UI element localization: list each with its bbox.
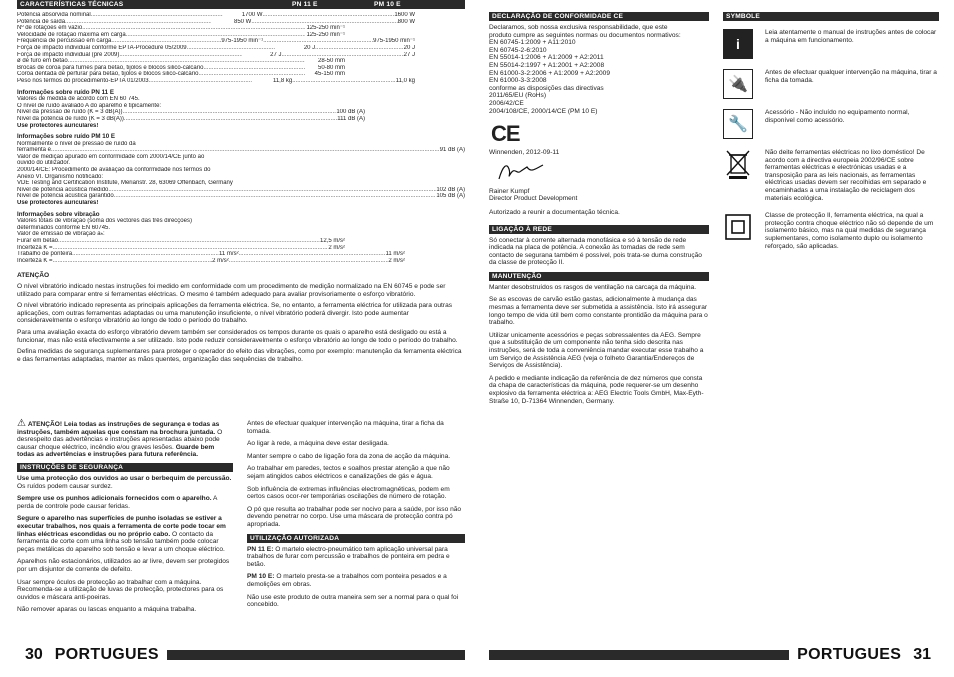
spec-row bbox=[17, 52, 465, 59]
spec-value-2 bbox=[415, 65, 465, 72]
warning-triangle-icon: ⚠ bbox=[17, 418, 26, 429]
leader bbox=[72, 251, 219, 258]
vib-row bbox=[17, 258, 465, 265]
maint-para: Se as escovas de carvão estão gastas, adicionalmente à mudança das mesmas a ferramenta deve ser submetida a assistência. Isto irá assegurar longo tempo de vida útil bem como constante prontidão da máquina para o trabalho. bbox=[489, 296, 708, 327]
spec-value-2: 800 W bbox=[397, 18, 415, 25]
noise2-line: Normalmente o nível de pressão de ruído da bbox=[17, 140, 136, 147]
decl-line: EN 61000-3-2:2006 + A1:2009 + A2:2009 bbox=[489, 69, 610, 77]
ce-mark: CE bbox=[491, 121, 520, 147]
row-value-1: 11 m/s² bbox=[219, 251, 239, 258]
row-value-1: 2 m/s² bbox=[212, 257, 229, 264]
decl-line: 2006/42/CE bbox=[489, 99, 524, 107]
spec-value-1: 125-250 min⁻¹ bbox=[306, 31, 345, 38]
symbol-text: Acessório - Não incluído no equipamento normal, disponível como acessório. bbox=[765, 109, 910, 124]
use-header: UTILIZAÇÃO AUTORIZADA bbox=[247, 534, 465, 543]
spec-value-2 bbox=[415, 71, 465, 78]
noise-row bbox=[17, 116, 465, 123]
safety-para: O pó que resulta ao trabalhar pode ser nocivo para a saúde, por isso não devendo penetrar no corpo. Use uma máscara de protecção contra pó apropriada. bbox=[247, 505, 462, 528]
spec-value-2: 27 J bbox=[403, 51, 415, 58]
leader bbox=[149, 78, 253, 85]
accessory-icon: 🔧 bbox=[723, 109, 753, 139]
spec-row bbox=[17, 45, 465, 52]
spec-label: ø de furo em betão bbox=[17, 58, 68, 65]
spec-value-2 bbox=[415, 58, 465, 65]
atencao-para: O nível vibratório indicado representa as principais aplicações da ferramenta eléctrica. Se, no entanto, a ferramenta eléctrica for utilizada para outras aplicações, com outras ferramentas adaptadas ou uma manutenção insuficiente, o nível vibratório poderá divergir. Isto pode aumentar consideravelmente o esforço vibratório ao longo de todo o período do trabalho. bbox=[17, 302, 453, 325]
decl-header: DECLARAÇÃO DE CONFORMIDADE CE bbox=[489, 12, 709, 21]
safety-para: Antes de efectuar qualquer intervenção na máquina, tirar a ficha da tomada. bbox=[247, 420, 444, 435]
spec-value-1: 28-50 mm bbox=[317, 58, 345, 65]
leader bbox=[292, 78, 396, 85]
footer-bar bbox=[489, 650, 789, 660]
unplug-icon: 🔌 bbox=[723, 69, 753, 99]
vib-title: Informações sobre vibração bbox=[17, 210, 100, 218]
symbol-row bbox=[723, 212, 939, 250]
noise2-protect: Use protectores auriculares! bbox=[17, 200, 99, 207]
noise-title: Informações sobre ruído PN 11 E bbox=[17, 88, 114, 96]
item-text: A perda de controle pode causar feridas. bbox=[17, 495, 218, 510]
noise2-row bbox=[17, 187, 465, 194]
spec-value-1: 27 J bbox=[270, 51, 282, 58]
vib-line: determinados conforme EN 60745. bbox=[17, 224, 111, 231]
safety-item bbox=[17, 579, 233, 602]
vib-line: Valores totais de vibração (soma dos vectores das três direcções) bbox=[17, 218, 192, 225]
symbol-row bbox=[723, 29, 939, 59]
leader bbox=[263, 38, 373, 45]
leader bbox=[187, 45, 276, 52]
spacer bbox=[345, 25, 415, 32]
item-text: O martelo presta-se a trabalhos com ponteira pesados e a demolições em obras. bbox=[247, 573, 447, 588]
decl-line: conforme as disposições das directivas bbox=[489, 84, 604, 92]
noise2-row bbox=[17, 193, 465, 200]
symbol-row bbox=[723, 109, 939, 139]
noise2-line: VDE Testing and Certification Institute, Merianstr. 28, 63069 Offenbach, Germany bbox=[17, 180, 233, 187]
spec-label: Força de impacto individual (pre 2009) bbox=[17, 51, 120, 58]
left-page bbox=[17, 0, 465, 677]
leader bbox=[282, 52, 404, 59]
spec-value-1: 850 W bbox=[234, 18, 252, 25]
decl-line: EN 55014-2:1997 + A1:2001 + A2:2008 bbox=[489, 61, 605, 69]
symbol-row bbox=[723, 69, 939, 99]
page-number: 30 bbox=[25, 646, 43, 663]
leader bbox=[124, 116, 337, 123]
leader bbox=[82, 25, 305, 32]
footer-bar bbox=[167, 650, 465, 660]
noise2-line: ouvido do utilizador. bbox=[17, 160, 71, 167]
symbol-text: Não deite ferramentas eléctricas no lixo doméstico! De acordo com a directiva europeia 2002/96/CE sobre ferramentas eléctricas e electrónicas usadas e a transposição para as leis nacionais, as ferramentas eléctricas usadas devem ser recolhidas em separado e encaminhadas a uma instalação de reciclagem dos materiais ecológica. bbox=[765, 149, 927, 202]
row-label: Nível da potência de ruído (K = 3 dB(A)) bbox=[17, 115, 124, 122]
row-value: 111 dB (A) bbox=[337, 115, 365, 122]
leader bbox=[53, 258, 213, 265]
noise2-line: Anexo VI. Organismo notificado: bbox=[17, 173, 104, 180]
noise2-line: Valor de medição apurado em conformidade com 2000/14/CE junto ao bbox=[17, 153, 205, 160]
row-label: Incerteza K = bbox=[17, 257, 53, 264]
spec-row bbox=[17, 65, 465, 72]
left-col-lower bbox=[17, 420, 233, 619]
read-manual-icon: i bbox=[723, 29, 753, 59]
safety-item bbox=[17, 475, 233, 490]
row-label: Nível de potência acústica garantido bbox=[17, 193, 114, 200]
noise-row bbox=[17, 109, 465, 116]
signature-icon bbox=[497, 161, 547, 183]
right-col-a bbox=[489, 12, 709, 410]
language-label: PORTUGUES bbox=[54, 646, 159, 663]
decl-line: 2011/65/EU (RoHs) bbox=[489, 92, 547, 100]
item-text: Os ruídos podem causar surdez. bbox=[17, 482, 113, 490]
maint-para: Manter desobstruídos os rasgos de ventilação na carcaça da máquina. bbox=[489, 283, 697, 291]
vib-row bbox=[17, 251, 465, 258]
leader bbox=[91, 12, 223, 19]
leader bbox=[53, 245, 329, 252]
leader bbox=[229, 258, 389, 265]
row-value: 102 dB (A) bbox=[436, 186, 465, 193]
leader bbox=[114, 193, 437, 200]
use-item bbox=[247, 546, 465, 569]
decl-line: 2004/108/CE, 2000/14/CE (PM 10 E) bbox=[489, 107, 598, 115]
leader bbox=[126, 32, 305, 39]
signer-title: Director Product Development bbox=[489, 195, 578, 203]
decl-line: produto cumpre as seguintes normas ou documentos normativos: bbox=[489, 31, 681, 39]
spec-row bbox=[17, 38, 465, 45]
use-item bbox=[247, 594, 465, 609]
spec-label: Potência absorvida nominal bbox=[17, 12, 91, 18]
leader bbox=[65, 19, 211, 26]
signer-name: Rainer Kumpf bbox=[489, 187, 530, 195]
spec-row bbox=[17, 58, 465, 65]
spacer bbox=[345, 65, 415, 72]
safety-para: Ao ligar à rede, a máquina deve estar desligada. bbox=[247, 440, 389, 448]
item-text: Aparelhos não estacionários, utilizados ao ar livre, devem ser protegidos por um disjuntor de corrente de defeito. bbox=[17, 558, 230, 573]
tech-header: CARACTERÍSTICAS TÉCNICAS PN 11 E PM 10 E bbox=[17, 0, 465, 9]
spec-row bbox=[17, 19, 465, 26]
spec-value-2: 20 J bbox=[403, 44, 415, 51]
safety-para: Manter sempre o cabo de ligação fora da zona de acção da máquina. bbox=[247, 452, 451, 460]
spec-value-1: 45-150 mm bbox=[314, 71, 345, 78]
decl-line: EN 55014-1:2006 + A1:2009 + A2:2011 bbox=[489, 54, 604, 62]
spec-row bbox=[17, 71, 465, 78]
connect-text: Só conectar à corrente alternada monofásica e só à tensão de rede indicada na placa de potência. A conexão às tomadas de rede sem contacto de segurana também é possível, pois trata-se duma construção da classe de protecção II. bbox=[489, 236, 702, 267]
row-value-1: 2 m/s² bbox=[328, 244, 345, 251]
noise-protect: Use protectores auriculares! bbox=[17, 122, 99, 129]
noise-line: O nível de ruído avaliado A do aparelho é tipicamente: bbox=[17, 102, 162, 109]
leader bbox=[119, 52, 241, 59]
row-label: Trabalho de ponteira bbox=[17, 251, 73, 258]
item-bold: PM 10 E: bbox=[247, 573, 275, 581]
row-label: Incerteza K = bbox=[17, 244, 53, 251]
leader bbox=[123, 109, 337, 116]
spec-value-2: 975-1950 min⁻¹ bbox=[373, 38, 415, 45]
row-value: 100 dB (A) bbox=[336, 109, 365, 116]
spec-label: Peso nos termos do procedimento-EPTA 01/2003 bbox=[17, 77, 149, 84]
atencao-para: Para uma avaliação exacta do esforço vibratório devem também ser considerados os tempos durante os quais o aparelho está desligado ou está a funcionar, mas não está efectivamente a ser utilizado. Isto pode reduzir consideravelmente o esforço vibratório ao longo de todo o período do trabalho. bbox=[17, 328, 458, 344]
decl-line: Declaramos, sob nossa exclusiva responsabilidade, que este bbox=[489, 24, 668, 31]
row-label: Nível da pressão de ruído (K = 3 dB(A)) bbox=[17, 109, 123, 116]
item-text: Não use este produto de outra maneira sem ser a normal para o qual foi concebido. bbox=[247, 593, 459, 609]
maint-para: A pedido e mediante indicação da referência de dez números que consta da chapa de características da máquina, pode requerer-se um desenho explosivo da ferramenta eléctrica a: AEG Electric Tools GmbH, Max-Eyth-Straße 10, D-71364 Winnenden, Germany. bbox=[489, 374, 704, 405]
atencao-para: Defina medidas de segurança suplementares para proteger o operador do efeito das vibrações, como por exemplo: manutenção da ferramenta eléctrica e das ferramentas adaptadas, manter as mãos quentes, organização das sequências de trabalho. bbox=[17, 348, 462, 363]
language-label: PORTUGUES bbox=[797, 646, 902, 663]
vib-line: Valor de emissão de vibração aₕ: bbox=[17, 231, 105, 238]
spec-value-1: 1700 W bbox=[241, 12, 263, 18]
safety-header: INSTRUÇÕES DE SEGURANÇA bbox=[17, 463, 233, 472]
spec-value-1: 125-250 min⁻¹ bbox=[306, 25, 345, 32]
leader bbox=[251, 19, 397, 26]
spec-value-1: 11,8 kg bbox=[272, 77, 293, 84]
atencao-title: ATENÇÃO bbox=[17, 272, 50, 280]
item-bold: PN 11 E: bbox=[247, 545, 274, 553]
spec-value-2 bbox=[415, 25, 465, 32]
safety-para: Sob influência de extremas influências electromagnéticas, podem em certos casos ocor-rer temporárias oscilações de número de rotação. bbox=[247, 485, 450, 501]
general-warning: ⚠ ATENÇÃO! Leia todas as instruções de segurança e todas as instruções, também aquelas que constam na brochura juntada. O desrespeito das advertências e instruções apresentadas abaixo pode causar choque eléctrico, incêndio e/ou graves lesões. Guarde bem todas as advertências e instruções para futura referência. bbox=[17, 418, 223, 459]
spec-label: Frequência de percussão em carga bbox=[17, 38, 112, 45]
row-label: Nível de potência acústica medido bbox=[17, 186, 109, 193]
left-footer bbox=[17, 647, 465, 663]
place-date: Winnenden, 2012-09-11 bbox=[489, 149, 560, 157]
vib-row bbox=[17, 245, 465, 252]
noise2-row: ferramenta é ..... 91 dB (A) bbox=[17, 147, 465, 154]
item-bold: Use uma protecção dos ouvidos ao usar o berbequim de percussão. bbox=[17, 474, 232, 482]
leader bbox=[203, 65, 305, 72]
item-text: O martelo electro-pneumático tem aplicação universal para trabalhos de furar com percussão e trabalhos de ponteira em pedra e betão. bbox=[247, 545, 450, 568]
item-bold: Segure o aparelho nas superfícies de punho isoladas se estiver a executar trabalhos, nos quais a ferramenta de corte pode tocar em linhas eléctricas escondidas ou no próprio cabo. bbox=[17, 515, 226, 538]
spacer bbox=[345, 32, 415, 39]
leader bbox=[239, 251, 386, 258]
safety-item bbox=[17, 606, 233, 614]
spec-row bbox=[17, 32, 465, 39]
spec-label: Brocas de coroa para furnes para betão, tijolos e blocos silico-calcario bbox=[17, 64, 204, 71]
spec-label: Força de impacto individual conforme EPTA-Procedure 05/2009 bbox=[17, 44, 187, 51]
class-ii-icon bbox=[723, 212, 753, 242]
spec-label: Nº de rotações em vazio bbox=[17, 25, 83, 32]
item-text: Não remover aparas ou lascas enquanto a máquina trabalha. bbox=[17, 606, 197, 614]
spacer bbox=[345, 245, 465, 252]
spacer bbox=[345, 238, 465, 245]
spec-row bbox=[17, 12, 465, 19]
spec-table bbox=[17, 12, 465, 85]
spec-value-1: 50-80 mm bbox=[317, 64, 345, 71]
leader bbox=[315, 45, 404, 52]
maint-para: Utilizar unicamente acessórios e peças sobressalentes da AEG. Sempre que a substituição de um componente não tenha sido descrita nas instruções, será de toda a conveniência mandar executar esse trabalho a um Serviço de Assistência AEG (veja o folheto Garantia/Endereços de Serviços de Assistência). bbox=[489, 331, 704, 370]
leader bbox=[108, 187, 436, 194]
symbol-text: Classe de protecção II, ferramenta eléctrica, na qual a protecção contra choque eléctrico não só depende de um isolamento básico, mas na qual medidas de segurança suplementares, como isolamento duplo ou isolamento reforçado, são aplicadas. bbox=[765, 212, 934, 250]
decl-line: EN 60745-2-6:2010 bbox=[489, 46, 547, 54]
spec-value-2: 1600 W bbox=[394, 12, 415, 18]
right-col-b bbox=[723, 12, 939, 260]
noise2-title: Informações sobre ruído PM 10 E bbox=[17, 133, 115, 141]
signer-auth: Autorizado a reunir a documentação técnica. bbox=[489, 208, 620, 216]
row-value-2: 11 m/s² bbox=[385, 251, 405, 258]
weee-bin-icon bbox=[723, 149, 753, 179]
noise-line: Valores de medida de acordo com EN 60 745. bbox=[17, 96, 140, 103]
item-bold: Sempre use os punhos adicionais fornecidos com o aparelho. bbox=[17, 495, 212, 503]
decl-line: EN 60745-1:2009 + A11:2010 bbox=[489, 39, 576, 47]
spec-value-1: 20 J bbox=[303, 44, 316, 51]
safety-item bbox=[17, 515, 233, 553]
symbol-text: Antes de efectuar qualquer intervenção na máquina, tirar a ficha da tomada. bbox=[765, 69, 937, 84]
sym-header: SYMBOLE bbox=[723, 12, 939, 21]
safety-item bbox=[17, 558, 233, 573]
spec-label: Velocidade de rotação máxima em carga bbox=[17, 31, 126, 38]
row-value-2: 2 m/s² bbox=[388, 257, 405, 264]
spec-label: Corôa dentada de perfurar para betão, tijolos e blocos silico-calcário bbox=[17, 71, 199, 78]
spec-label: Potência de saída bbox=[17, 18, 66, 25]
leader bbox=[263, 12, 395, 19]
row-value: 105 dB (A) bbox=[436, 193, 465, 200]
symbol-text: Leia atentamente o manual de instruções antes de colocar a máquina em funcionamento. bbox=[765, 29, 937, 44]
row-value-1: 12,5 m/s² bbox=[319, 238, 345, 244]
right-footer bbox=[489, 647, 939, 663]
right-col-lower bbox=[247, 420, 465, 614]
item-text: O contacto da ferramenta de corte com uma linha sob tensão também pode colocar peças metálicas do aparelho sob tensão e levar a um choque eléctrico. bbox=[17, 530, 225, 553]
leader bbox=[111, 38, 221, 45]
noise2-line: 2000/14/CE: Procedimento de avaliação da conformidade nos termos do bbox=[17, 167, 211, 174]
spacer bbox=[345, 71, 415, 78]
right-page bbox=[489, 0, 939, 677]
leader bbox=[68, 58, 305, 65]
decl-line: EN 61000-3-3:2008 bbox=[489, 77, 547, 85]
spec-row bbox=[17, 78, 465, 85]
item-text: Usar sempre óculos de protecção ao trabalhar com a máquina. Recomenda-se a utilização de luvas de protecção, protectores para os ouvidos e máscara anti-poeiras. bbox=[17, 578, 224, 601]
spec-row bbox=[17, 25, 465, 32]
spec-value-2 bbox=[415, 32, 465, 39]
connect-header: LIGAÇÃO À REDE bbox=[489, 225, 709, 234]
safety-item bbox=[17, 495, 233, 510]
row-label: Furar em betão bbox=[17, 238, 59, 244]
spacer bbox=[345, 58, 415, 65]
maint-header: MANUTENÇÃO bbox=[489, 272, 709, 281]
spec-value-1: 975-1950 min⁻¹ bbox=[221, 38, 264, 45]
symbol-row bbox=[723, 149, 939, 202]
leader bbox=[198, 71, 305, 78]
leader bbox=[58, 238, 320, 245]
atencao-para: O nível vibratório indicado nestas instruções foi medido em conformidade com um procedimento de medição normalizado na EN 60745 e pode ser utilizado para comparar entre si ferramentas eléctricas. O mesmo é também adequado para avaliar provisoriamente o esforço vibratório. bbox=[17, 282, 446, 298]
use-item bbox=[247, 573, 465, 588]
vib-row bbox=[17, 238, 465, 245]
safety-para: Ao trabalhar em paredes, tectos e soalhos prestar atenção a que não sejam atingidos cabos eléctricos e canalizações de gás e água. bbox=[247, 465, 450, 480]
spec-value-2: 11,0 kg bbox=[395, 77, 415, 84]
page-number: 31 bbox=[913, 646, 931, 663]
